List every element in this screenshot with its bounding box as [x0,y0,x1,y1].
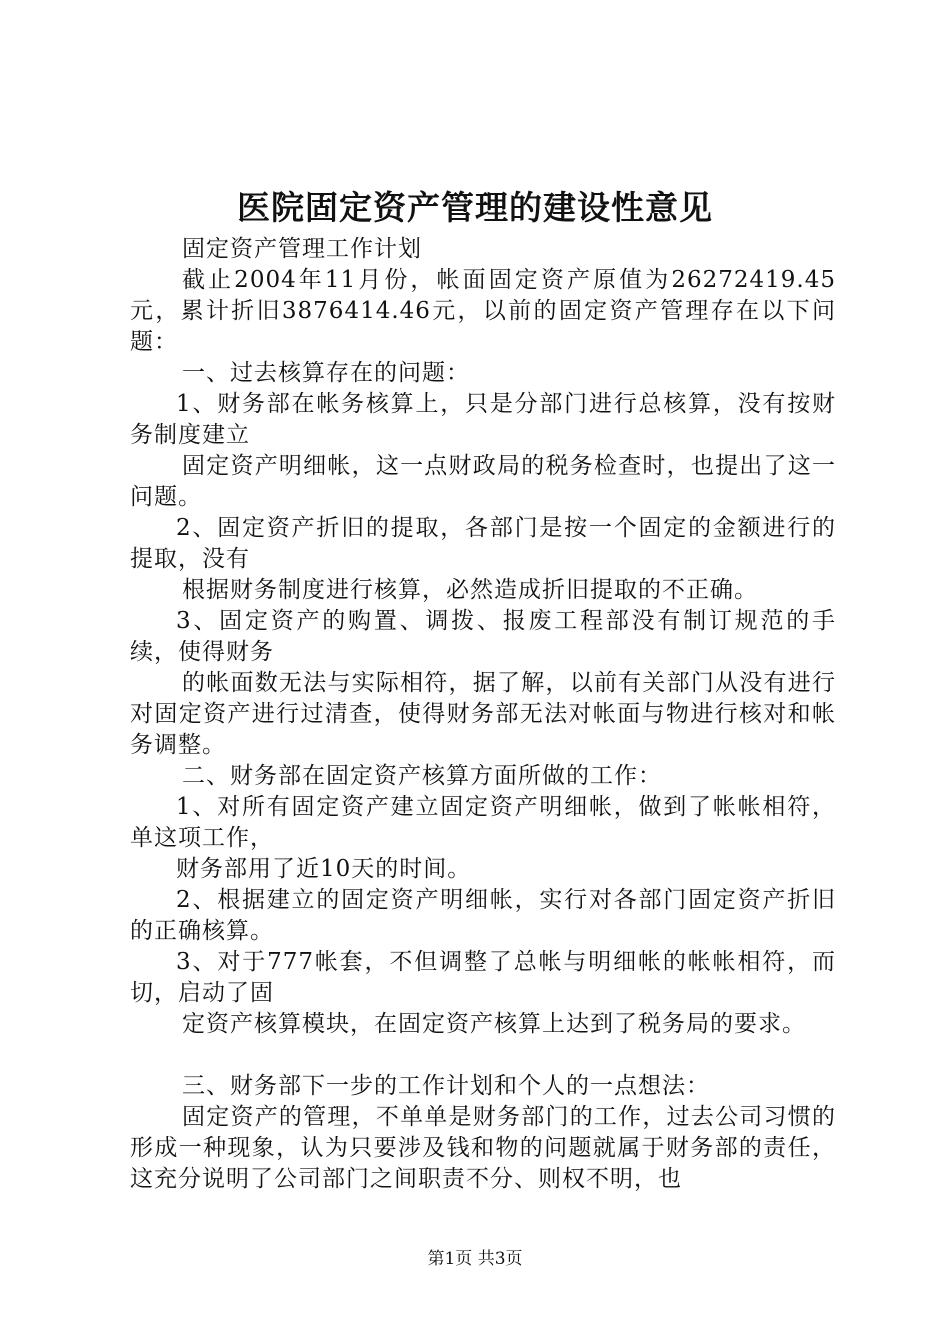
paragraph-asset-summary: 截止2004年11月份，帐面固定资产原值为26272419.45元，累计折旧3876414.46元，以前的固定资产管理存在以下问题： [130,267,836,355]
paragraph-plan-heading: 固定资产管理工作计划 [182,236,422,262]
document-body [130,234,836,1195]
paragraph-issue-1-cont: 固定资产明细帐，这一点财政局的税务检查时，也提出了这一问题。 [130,453,836,510]
paragraph-spacer [130,1040,836,1071]
paragraph-issue-2-cont: 根据财务制度进行核算，必然造成折旧提取的不正确。 [182,577,758,603]
paragraph-work-2: 2、根据建立的固定资产明细帐，实行对各部门固定资产折旧的正确核算。 [130,887,836,944]
paragraph-issue-3-cont: 的帐面数无法与实际相符，据了解，以前有关部门从没有进行对固定资产进行过清查，使得财务部无法对帐面与物进行核对和帐务调整。 [130,670,836,758]
paragraph-work-3: 3、对于777帐套，不但调整了总帐与明细帐的帐帐相符，而切，启动了固 [130,949,836,1006]
paragraph-issue-2: 2、固定资产折旧的提取，各部门是按一个固定的金额进行的提取，没有 [130,515,836,572]
document-title: 医院固定资产管理的建设性意见 [237,188,713,227]
paragraph-work-1-cont: 财务部用了近10天的时间。 [176,856,472,882]
paragraph-work-3-cont: 定资产核算模块，在固定资产核算上达到了税务局的要求。 [182,1011,806,1037]
paragraph-issue-3: 3、固定资产的购置、调拨、报废工程部没有制订规范的手续，使得财务 [130,608,836,665]
section-heading-past-issues: 一、过去核算存在的问题： [182,360,470,386]
paragraph-issue-1: 1、财务部在帐务核算上，只是分部门进行总核算，没有按财务制度建立 [130,391,836,448]
paragraph-next-steps: 固定资产的管理，不单单是财务部门的工作，过去公司习惯的形成一种现象，认为只要涉及钱和物的问题就属于财务部的责任，这充分说明了公司部门之间职责不分、则权不明，也 [130,1104,836,1192]
section-heading-next-steps: 三、财务部下一步的工作计划和个人的一点想法： [182,1073,710,1099]
section-heading-work-done: 二、财务部在固定资产核算方面所做的工作： [182,763,662,789]
page-number-footer: 第1页 共3页 [427,1249,523,1269]
paragraph-work-1: 1、对所有固定资产建立固定资产明细帐，做到了帐帐相符，单这项工作， [130,794,836,851]
